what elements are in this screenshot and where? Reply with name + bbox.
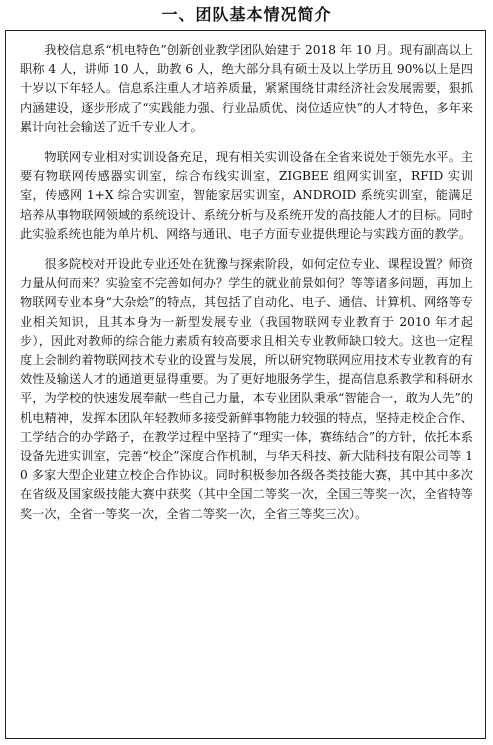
paragraph-team-overview: 我校信息系“机电特色”创新创业教学团队始建于 2018 年 10 月。现有副高以上职称 4 人，讲师 10 人，助教 6 人，绝大部分具有硕士及以上学历且 90%以上是四十岁以下年轻人。信息系注重人才培养质量，紧紧围绕甘肃经济社会发展需要，狠抓内涵建设，逐步形成了“实践能力强、行业品质优、岗位适应快”的人才特色，多年来累计向社会输送了近千专业人才。 [20, 43, 473, 134]
paragraph-development-practice: 很多院校对开设此专业还处在犹豫与探索阶段，如何定位专业、课程设置？师资力量从何而来？实验室不完善如何办？学生的就业前景如何？等等诸多问题，再加上物联网专业本身“大杂烩”的特点，其包括了自动化、电子、通信、计算机、网络等专业相关知识，且其本身为一新型发展专业（我国物联网专业教育于 2010 年才起步），因此对教师的综合能力素质有较高要求且相关专业教师缺口较大。这也一定程度上会制约着物联网技术专业的设置与发展，所以研究物联网应用技术专业教育的有效性及输送人才的通道更显得重要。为了更好地服务学生，提高信息系教学和科研水平，为学校的快速发展奉献一些自己力量，本专业团队秉承“智能合一，敢为人先”的机电精神，发挥本团队年轻教师多接受新鲜事物能力较强的特点，坚持走校企合作、工学结合的办学路子，在教学过程中坚持了“理实一体，赛练结合”的方针，依托本系设备先进实训室，完善“校企”深度合作机制，与华天科技、新大陆科技有限公司等 10 多家大型企业建立校企合作协议。同时积极参加各级各类技能大赛，其中其中多次在省级及国家级技能大赛中获奖（其中全国二等奖一次，全国三等奖一次，全省特等奖一次，全省一等奖一次，全省二等奖一次，全省三等奖三次）。 [20, 257, 473, 521]
section-title: 一、团队基本情况简介 [161, 5, 332, 24]
paragraph-training-equipment: 物联网专业相对实训设备充足，现有相关实训设备在全省来说处于领先水平。主要有物联网传感器实训室，综合布线实训室，ZIGBEE 组网实训室，RFID 实训室，传感网 1+X 综合实训室，智能家居实训室，ANDROID 系统实训室，能满足培养从事物联网领域的系统设计、系统分析与及系统开发的高技能人才的目标。同时此实验系统也能为单片机、网络与通讯、电子方面专业提供理论与实践方面的教学。 [20, 150, 473, 241]
content-frame [5, 30, 486, 739]
